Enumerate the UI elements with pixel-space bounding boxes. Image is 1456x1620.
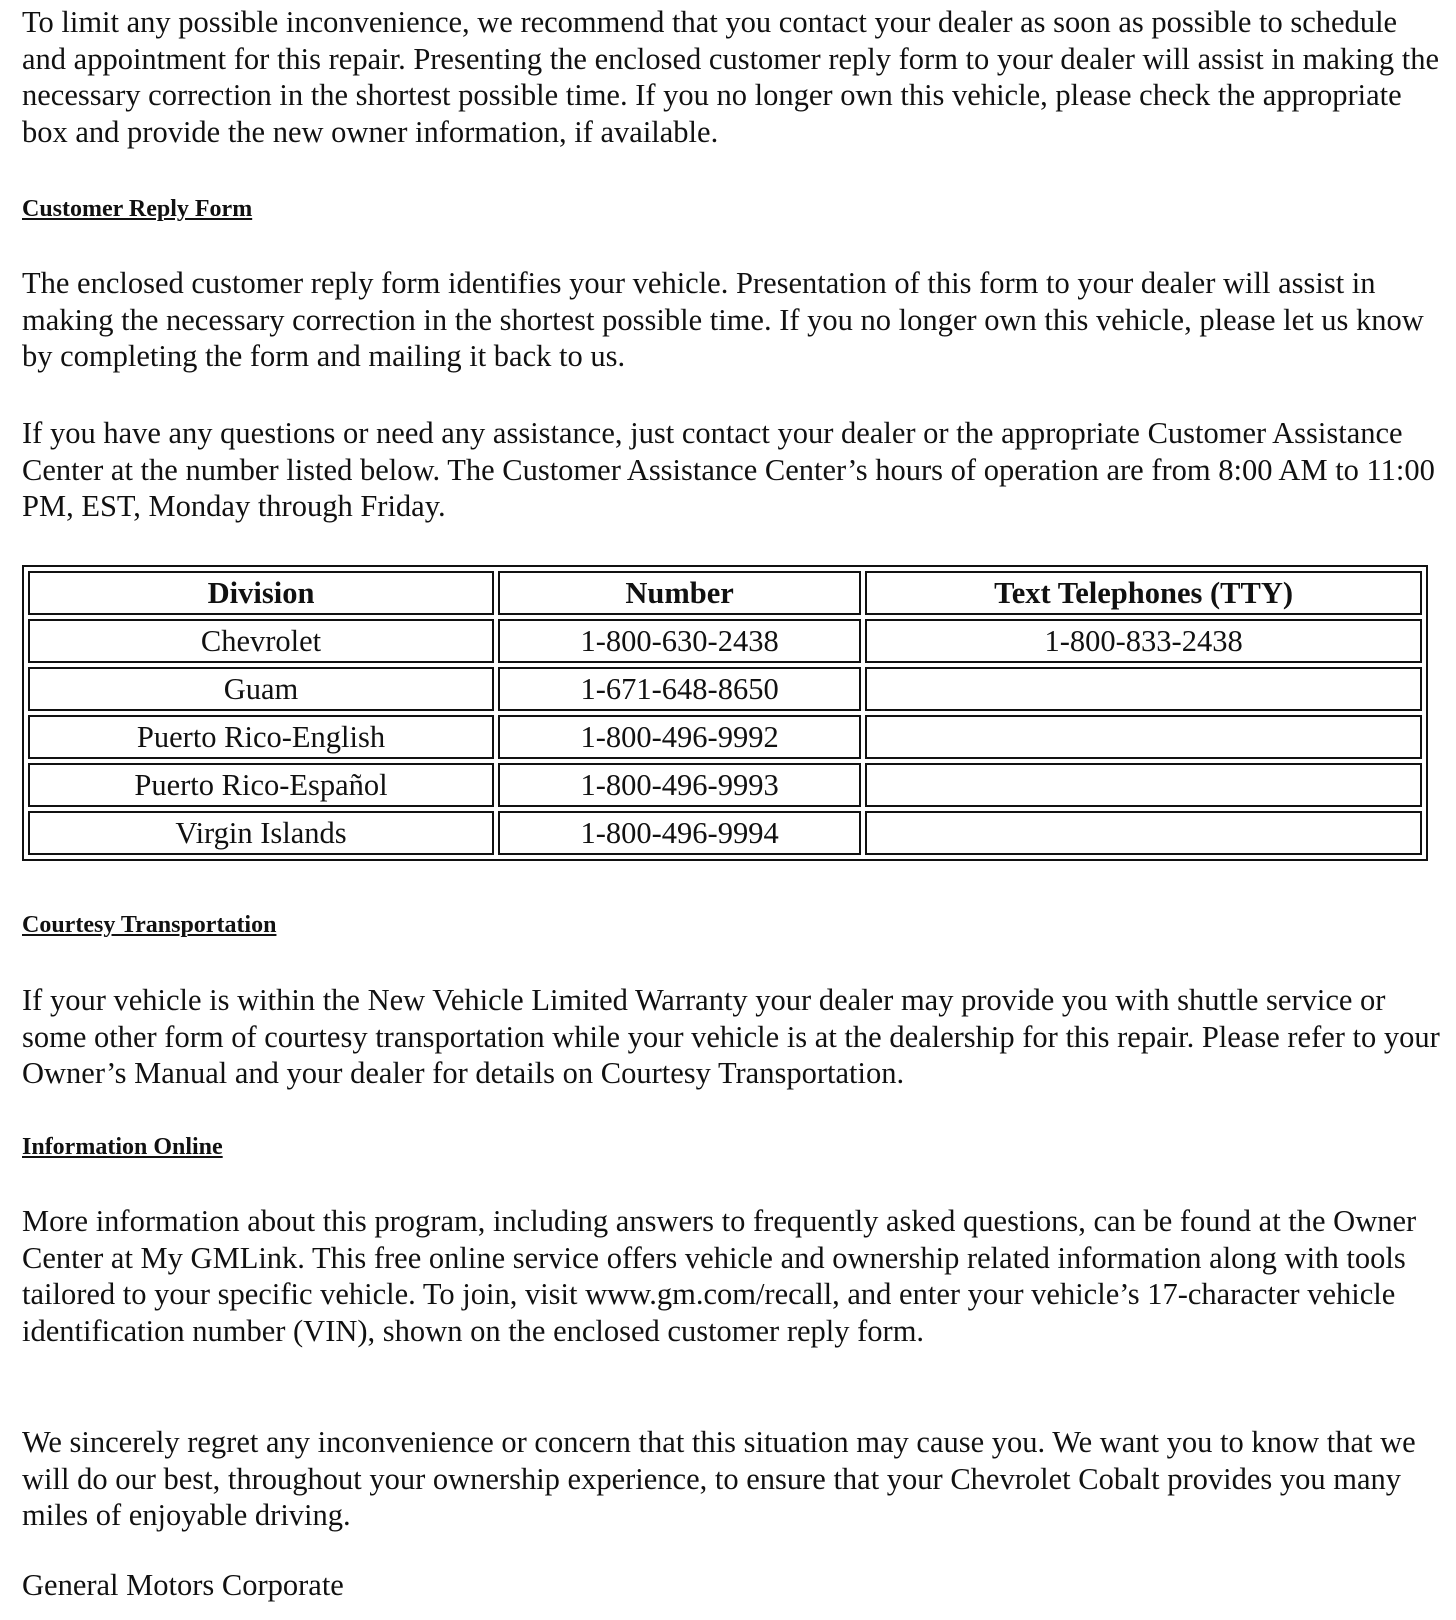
online-paragraph: More information about this program, including answers to frequently asked questions, can be found at the Owner Center at My GMLink. This free online service offers vehicle and ownership related information along with tools tailored to your specific vehicle. To join, visit www.gm.com/recall, and enter your vehicle’s 17-character vehicle identification number (VIN), shown on the enclosed customer reply form.	[22, 1204, 1417, 1348]
signature: General Motors Corporate	[22, 1568, 344, 1602]
division-cell: Virgin Islands	[28, 811, 494, 855]
table-row	[28, 619, 1422, 663]
table-header-row	[28, 571, 1422, 615]
tty-cell	[865, 667, 1422, 711]
table-row	[28, 763, 1422, 807]
tty-cell	[865, 763, 1422, 807]
table-row	[28, 715, 1422, 759]
number-cell: 1-800-496-9992	[498, 715, 861, 759]
table-row	[28, 811, 1422, 855]
assistance-paragraph: If you have any questions or need any assistance, just contact your dealer or the appropriate Customer Assistance Center at the number listed below. The Customer Assistance Center’s hours of operation are from 8:00 AM to 11:00 PM, EST, Monday through Friday.	[22, 416, 1435, 524]
courtesy-transportation-heading: Courtesy Transportation	[22, 912, 277, 938]
number-cell: 1-800-496-9994	[498, 811, 861, 855]
division-cell: Guam	[28, 667, 494, 711]
information-online-heading: Information Online	[22, 1134, 223, 1160]
number-cell: 1-800-630-2438	[498, 619, 861, 663]
header-number: Number	[498, 571, 861, 615]
tty-cell	[865, 715, 1422, 759]
division-cell: Puerto Rico-Español	[28, 763, 494, 807]
header-tty: Text Telephones (TTY)	[865, 571, 1422, 615]
number-cell: 1-671-648-8650	[498, 667, 861, 711]
tty-cell	[865, 811, 1422, 855]
number-cell: 1-800-496-9993	[498, 763, 861, 807]
closing-paragraph: We sincerely regret any inconvenience or concern that this situation may cause you. We want you to know that we will do our best, throughout your ownership experience, to ensure that your Chevrolet Cobalt provides you many miles of enjoyable driving.	[22, 1425, 1416, 1533]
tty-cell: 1-800-833-2438	[865, 619, 1422, 663]
header-division: Division	[28, 571, 494, 615]
division-cell: Puerto Rico-English	[28, 715, 494, 759]
courtesy-paragraph: If your vehicle is within the New Vehicle Limited Warranty your dealer may provide you with shuttle service or some other form of courtesy transportation while your vehicle is at the dealership for this repair. Please refer to your Owner’s Manual and your dealer for details on Courtesy Transportation.	[22, 983, 1440, 1091]
table-row	[28, 667, 1422, 711]
customer-reply-form-heading: Customer Reply Form	[22, 196, 253, 222]
reply-form-paragraph: The enclosed customer reply form identifies your vehicle. Presentation of this form to your dealer will assist in making the necessary correction in the shortest possible time. If you no longer own this vehicle, please let us know by completing the form and mailing it back to us.	[22, 266, 1424, 374]
division-cell: Chevrolet	[28, 619, 494, 663]
assistance-center-table	[22, 565, 1428, 861]
assistance-center-table-wrapper	[22, 565, 1428, 861]
intro-paragraph: To limit any possible inconvenience, we recommend that you contact your dealer as soon as possible to schedule and appointment for this repair. Presenting the enclosed customer reply form to your dealer will assist in making the necessary correction in the shortest possible time. If you no longer own this vehicle, please check the appropriate box and provide the new owner information, if available.	[22, 5, 1440, 149]
